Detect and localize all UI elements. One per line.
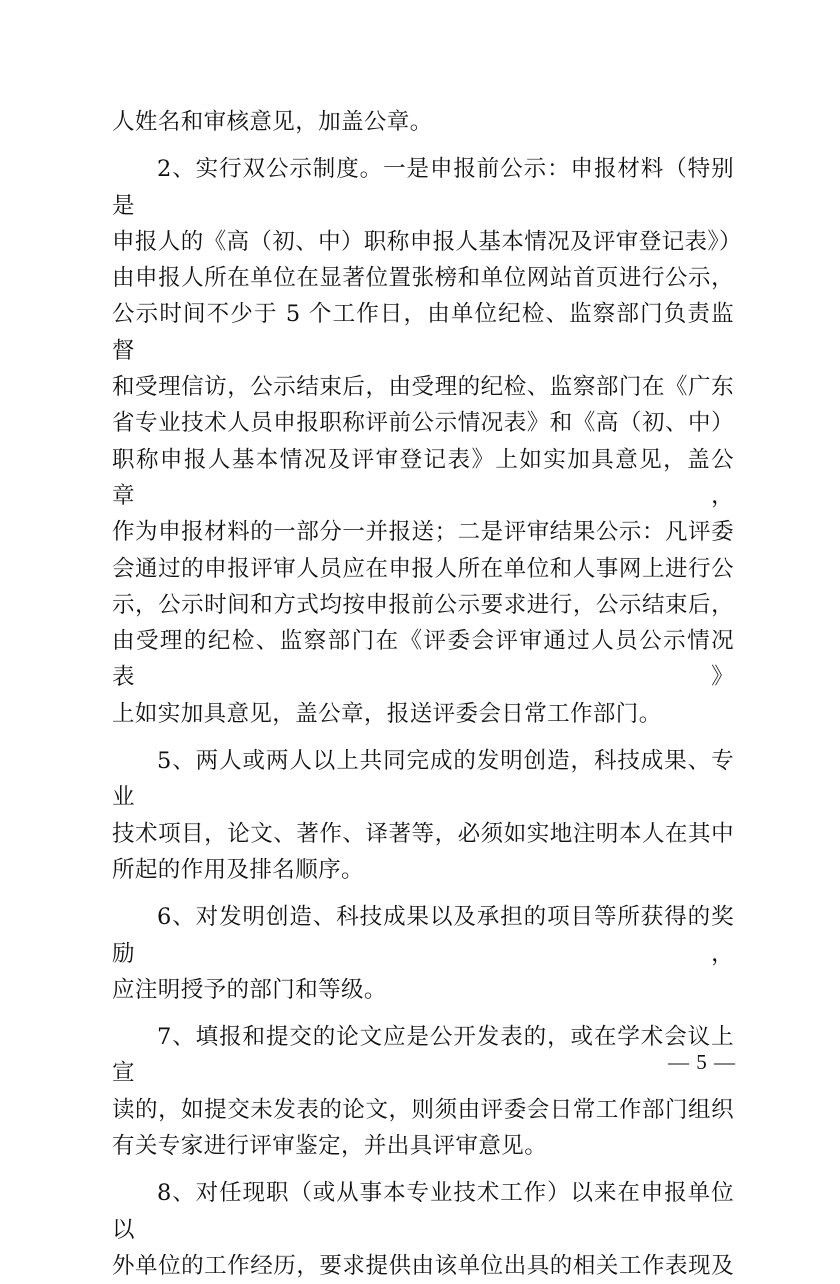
text-line: 职称申报人基本情况及评审登记表》上如实加具意见，盖公章，: [112, 446, 734, 509]
text-line: 作为申报材料的一部分一并报送；二是评审结果公示：凡评委: [112, 519, 734, 546]
page-number: — 5 —: [668, 1050, 736, 1074]
text-line: 公示时间不少于 5 个工作日，由单位纪检、监察部门负责监督: [112, 301, 734, 364]
text-line: 会通过的申报评审人员应在申报人所在单位和人事网上进行公: [112, 555, 734, 582]
document-body: [112, 104, 742, 1284]
text-line: 2、实行双公示制度。一是申报前公示：申报材料（特别是: [112, 156, 734, 219]
text-line: 上如实加具意见，盖公章，报送评委会日常工作部门。: [112, 700, 662, 727]
text-line: 和受理信访，公示结束后，由受理的纪检、监察部门在《广东: [112, 374, 734, 401]
paragraph-item-8: [112, 1175, 734, 1284]
text-line: 有关专家进行评审鉴定，并出具评审意见。: [112, 1133, 548, 1160]
text-line: 8、对任现职（或从事本专业技术工作）以来在申报单位以: [112, 1180, 734, 1243]
text-line: 所起的作用及排名顺序。: [112, 856, 364, 883]
text-line: 由申报人所在单位在显著位置张榜和单位网站首页进行公示，: [112, 265, 734, 292]
text-line: 申报人的《高（初、中）职称申报人基本情况及评审登记表》）: [112, 228, 742, 255]
text-line: 7、填报和提交的论文应是公开发表的，或在学术会议上宣: [112, 1024, 734, 1087]
text-line: 省专业技术人员申报职称评前公示情况表》和《高（初、中）: [112, 410, 734, 437]
text-line: 应注明授予的部门和等级。: [112, 976, 387, 1003]
text-line: 6、对发明创造、科技成果以及承担的项目等所获得的奖励，: [112, 904, 734, 967]
paragraph-continuation: [112, 104, 734, 140]
text-line: 技术项目，论文、著作、译著等，必须如实地注明本人在其中: [112, 820, 734, 847]
text-line: 读的，如提交未发表的论文，则须由评委会日常工作部门组织: [112, 1096, 734, 1123]
text-line: 外单位的工作经历，要求提供由该单位出具的相关工作表现及: [112, 1252, 734, 1279]
text-line: 5、两人或两人以上共同完成的发明创造，科技成果、专业: [112, 748, 734, 811]
text-line: 人姓名和审核意见，加盖公章。: [112, 109, 433, 135]
paragraph-item-2: [112, 151, 742, 732]
text-line: 由受理的纪检、监察部门在《评委会评审通过人员公示情况表》: [112, 628, 734, 691]
paragraph-item-7: [112, 1019, 734, 1164]
paragraph-item-6: [112, 899, 734, 1008]
paragraph-item-5: [112, 743, 734, 888]
text-line: 示，公示时间和方式均按申报前公示要求进行，公示结束后，: [112, 591, 734, 618]
